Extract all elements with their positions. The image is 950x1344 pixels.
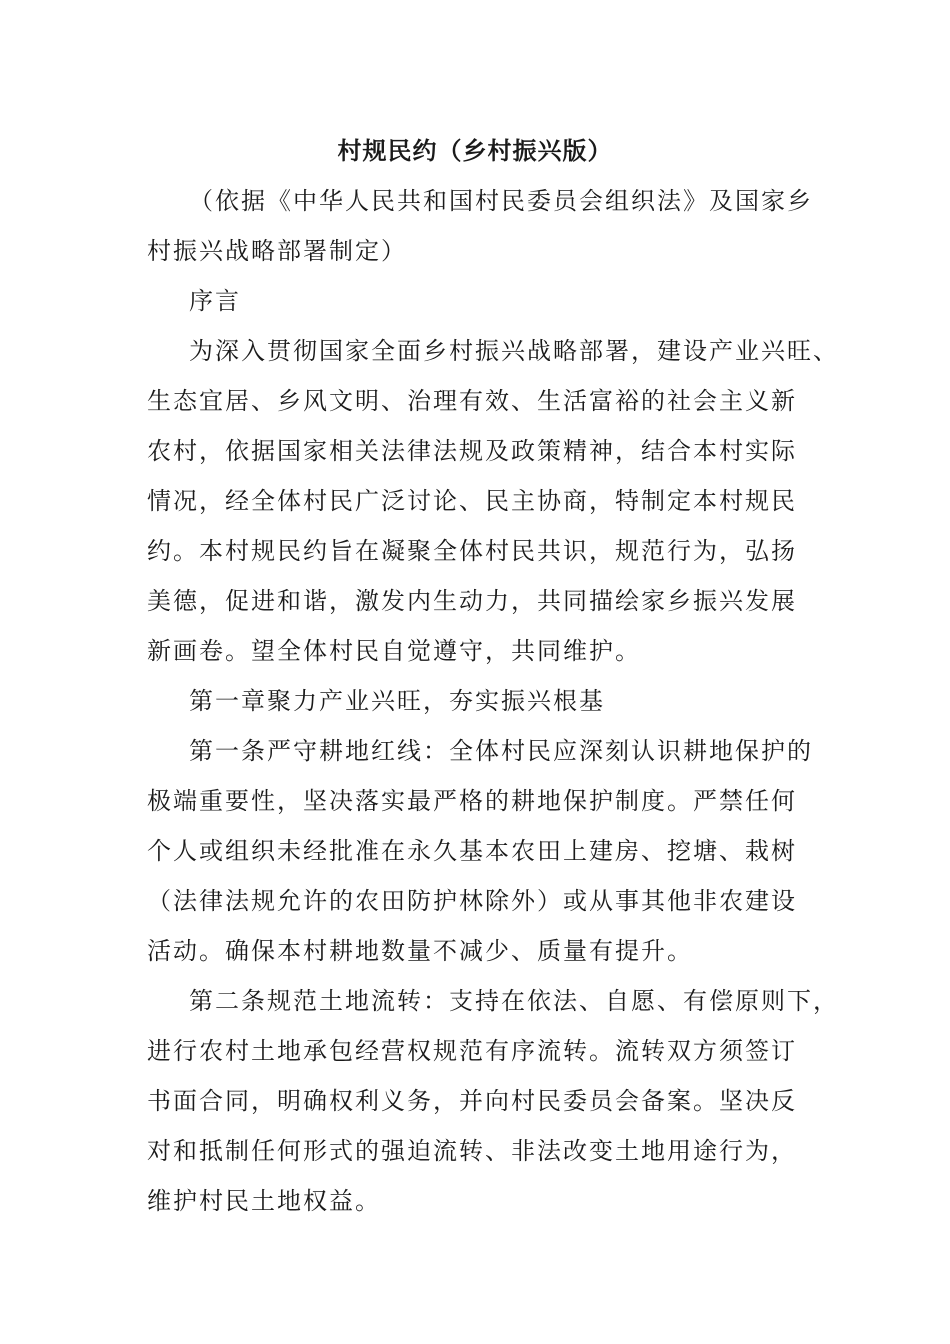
article-line: 极端重要性，坚决落实最严格的耕地保护制度。严禁任何 — [147, 787, 797, 815]
chapter-heading: 第一章聚力产业兴旺，夯实振兴根基 — [189, 687, 605, 715]
article-line: 维护村民土地权益。 — [147, 1187, 381, 1215]
article-line: 第一条严守耕地红线：全体村民应深刻认识耕地保护的 — [189, 737, 813, 765]
preface-line: 约。本村规民约旨在凝聚全体村民共识，规范行为，弘扬 — [147, 537, 797, 565]
basis-line: 村振兴战略部署制定） — [147, 237, 407, 265]
article-line: 第二条规范土地流转：支持在依法、自愿、有偿原则下， — [189, 987, 839, 1015]
article-line: 个人或组织未经批准在永久基本农田上建房、挖塘、栽树 — [147, 837, 797, 865]
preface-line: 农村，依据国家相关法律法规及政策精神，结合本村实际 — [147, 437, 797, 465]
preface-line: 为深入贯彻国家全面乡村振兴战略部署，建设产业兴旺、 — [189, 337, 839, 365]
article-line: 书面合同，明确权利义务，并向村民委员会备案。坚决反 — [147, 1087, 797, 1115]
article-line: 活动。确保本村耕地数量不减少、质量有提升。 — [147, 937, 693, 965]
document-title: 村规民约（乡村振兴版） — [337, 136, 613, 165]
article-line: 对和抵制任何形式的强迫流转、非法改变土地用途行为， — [147, 1137, 797, 1165]
preface-line: 新画卷。望全体村民自觉遵守，共同维护。 — [147, 637, 641, 665]
preface-line: 生态宜居、乡风文明、治理有效、生活富裕的社会主义新 — [147, 387, 797, 415]
preface-line: 美德，促进和谐，激发内生动力，共同描绘家乡振兴发展 — [147, 587, 797, 615]
preface-line: 情况，经全体村民广泛讨论、民主协商，特制定本村规民 — [147, 487, 797, 515]
basis-line: （依据《中华人民共和国村民委员会组织法》及国家乡 — [189, 187, 813, 215]
preface-heading: 序言 — [189, 287, 241, 315]
article-line: （法律法规允许的农田防护林除外）或从事其他非农建设 — [147, 887, 797, 915]
article-line: 进行农村土地承包经营权规范有序流转。流转双方须签订 — [147, 1037, 797, 1065]
